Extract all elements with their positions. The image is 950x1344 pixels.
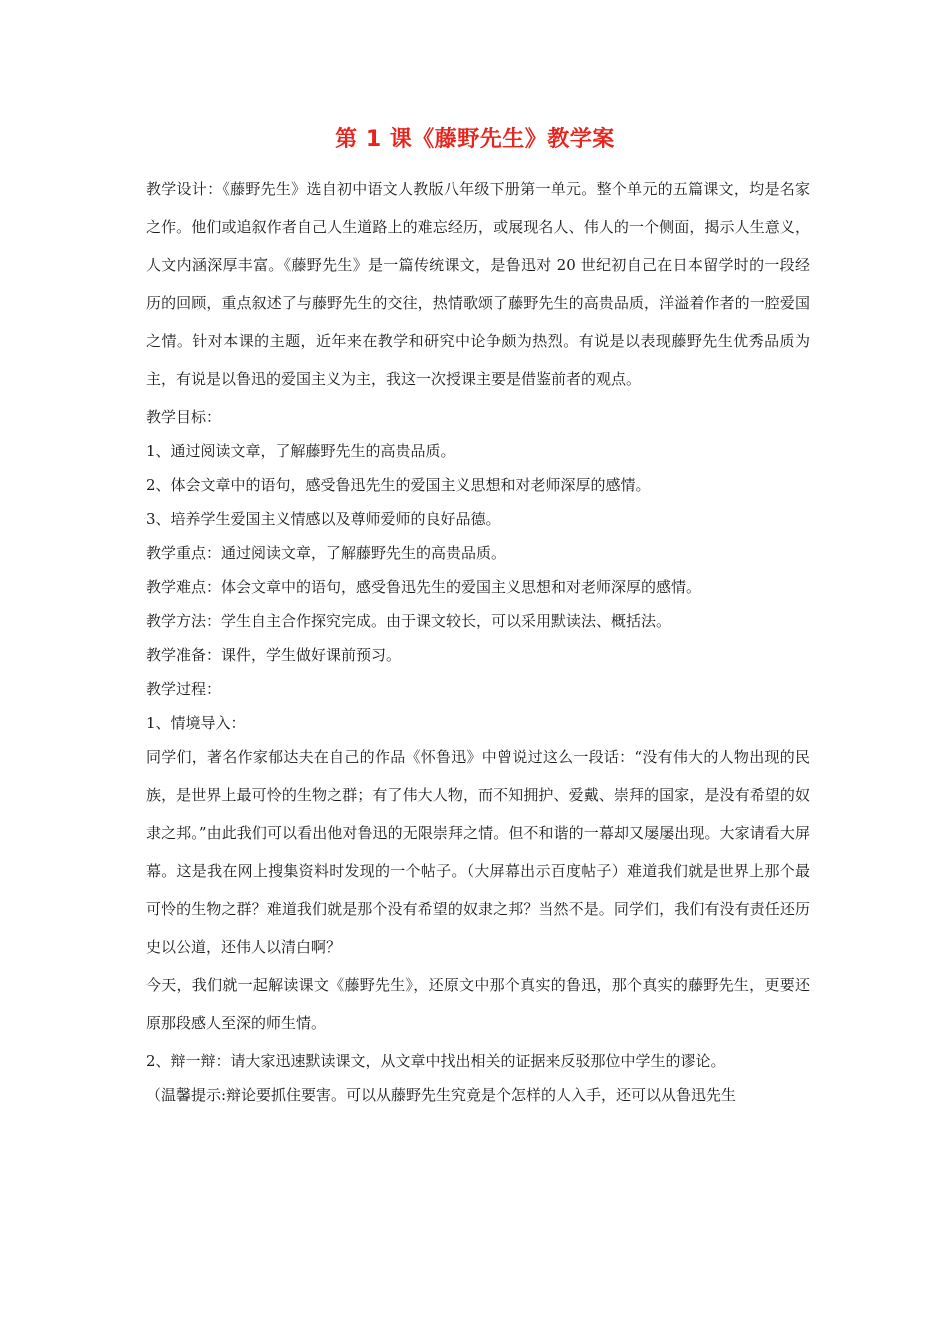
document-title: 第 1 课《藤野先生》教学案 — [335, 127, 615, 152]
step-2-heading: 2、辩一辩：请大家迅速默读课文，从文章中找出相关的证据来反驳那位中学生的谬论。 — [146, 1052, 726, 1070]
teaching-preparation: 教学准备：课件，学生做好课前预习。 — [146, 646, 402, 664]
teaching-focus: 教学重点：通过阅读文章，了解藤野先生的高贵品质。 — [146, 544, 507, 562]
teaching-design-paragraph: 教学设计：《藤野先生》选自初中语文人教版八年级下册第一单元。整个单元的五篇课文，均是名家之作。他们或追叙作者自己人生道路上的难忘经历，或展现名人、伟人的一个侧面，揭示人生意义，人文内涵深厚丰富。《藤野先生》是一篇传统课文，是鲁迅对 20 世纪初自己在日本留学时的一段经历的回顾，重点叙述了与藤野先生的交往，热情歌颂了藤野先生的高贵品质，洋溢着作者的一腔爱国之情。针对本课的主题，近年来在教学和研究中论争颇为热烈。有说是以表现藤野先生优秀品质为主，有说是以鲁迅的爱国主义为主，我这一次授课主要是借鉴前者的观点。 — [146, 180, 810, 388]
document-body — [146, 170, 810, 1110]
step-1-heading: 1、情境导入： — [146, 714, 246, 732]
step-2-hint: （温馨提示:辩论要抓住要害。可以从藤野先生究竟是个怎样的人入手，还可以从鲁迅先生 — [146, 1086, 737, 1104]
goal-item-1: 1、通过阅读文章，了解藤野先生的高贵品质。 — [146, 442, 456, 460]
teaching-method: 教学方法：学生自主合作探究完成。由于课文较长，可以采用默读法、概括法。 — [146, 612, 672, 630]
step-1-text: 同学们，著名作家郁达夫在自己的作品《怀鲁迅》中曾说过这么一段话：“没有伟大的人物出现的民族，是世界上最可怜的生物之群；有了伟大人物，而不知拥护、爱戴、崇拜的国家，是没有希望的奴隶之邦。”由此我们可以看出他对鲁迅的无限崇拜之情。但不和谐的一幕却又屡屡出现。大家请看大屏幕。这是我在网上搜集资料时发现的一个帖子。（大屏幕出示百度帖子）难道我们就是世界上那个最可怜的生物之群？难道我们就是那个没有希望的奴隶之邦？当然不是。同学们，我们有没有责任还历史以公道，还伟人以清白啊？ — [146, 748, 810, 956]
step-1-text-continued: 今天，我们就一起解读课文《藤野先生》，还原文中那个真实的鲁迅，那个真实的藤野先生，更要还原那段感人至深的师生情。 — [146, 976, 810, 1032]
process-heading: 教学过程： — [146, 680, 222, 698]
teaching-difficulty: 教学难点：体会文章中的语句，感受鲁迅先生的爱国主义思想和对老师深厚的感情。 — [146, 578, 702, 596]
goal-item-3: 3、培养学生爱国主义情感以及尊师爱师的良好品德。 — [146, 510, 501, 528]
goal-item-2: 2、体会文章中的语句，感受鲁迅先生的爱国主义思想和对老师深厚的感情。 — [146, 476, 651, 494]
goals-heading: 教学目标： — [146, 408, 222, 426]
